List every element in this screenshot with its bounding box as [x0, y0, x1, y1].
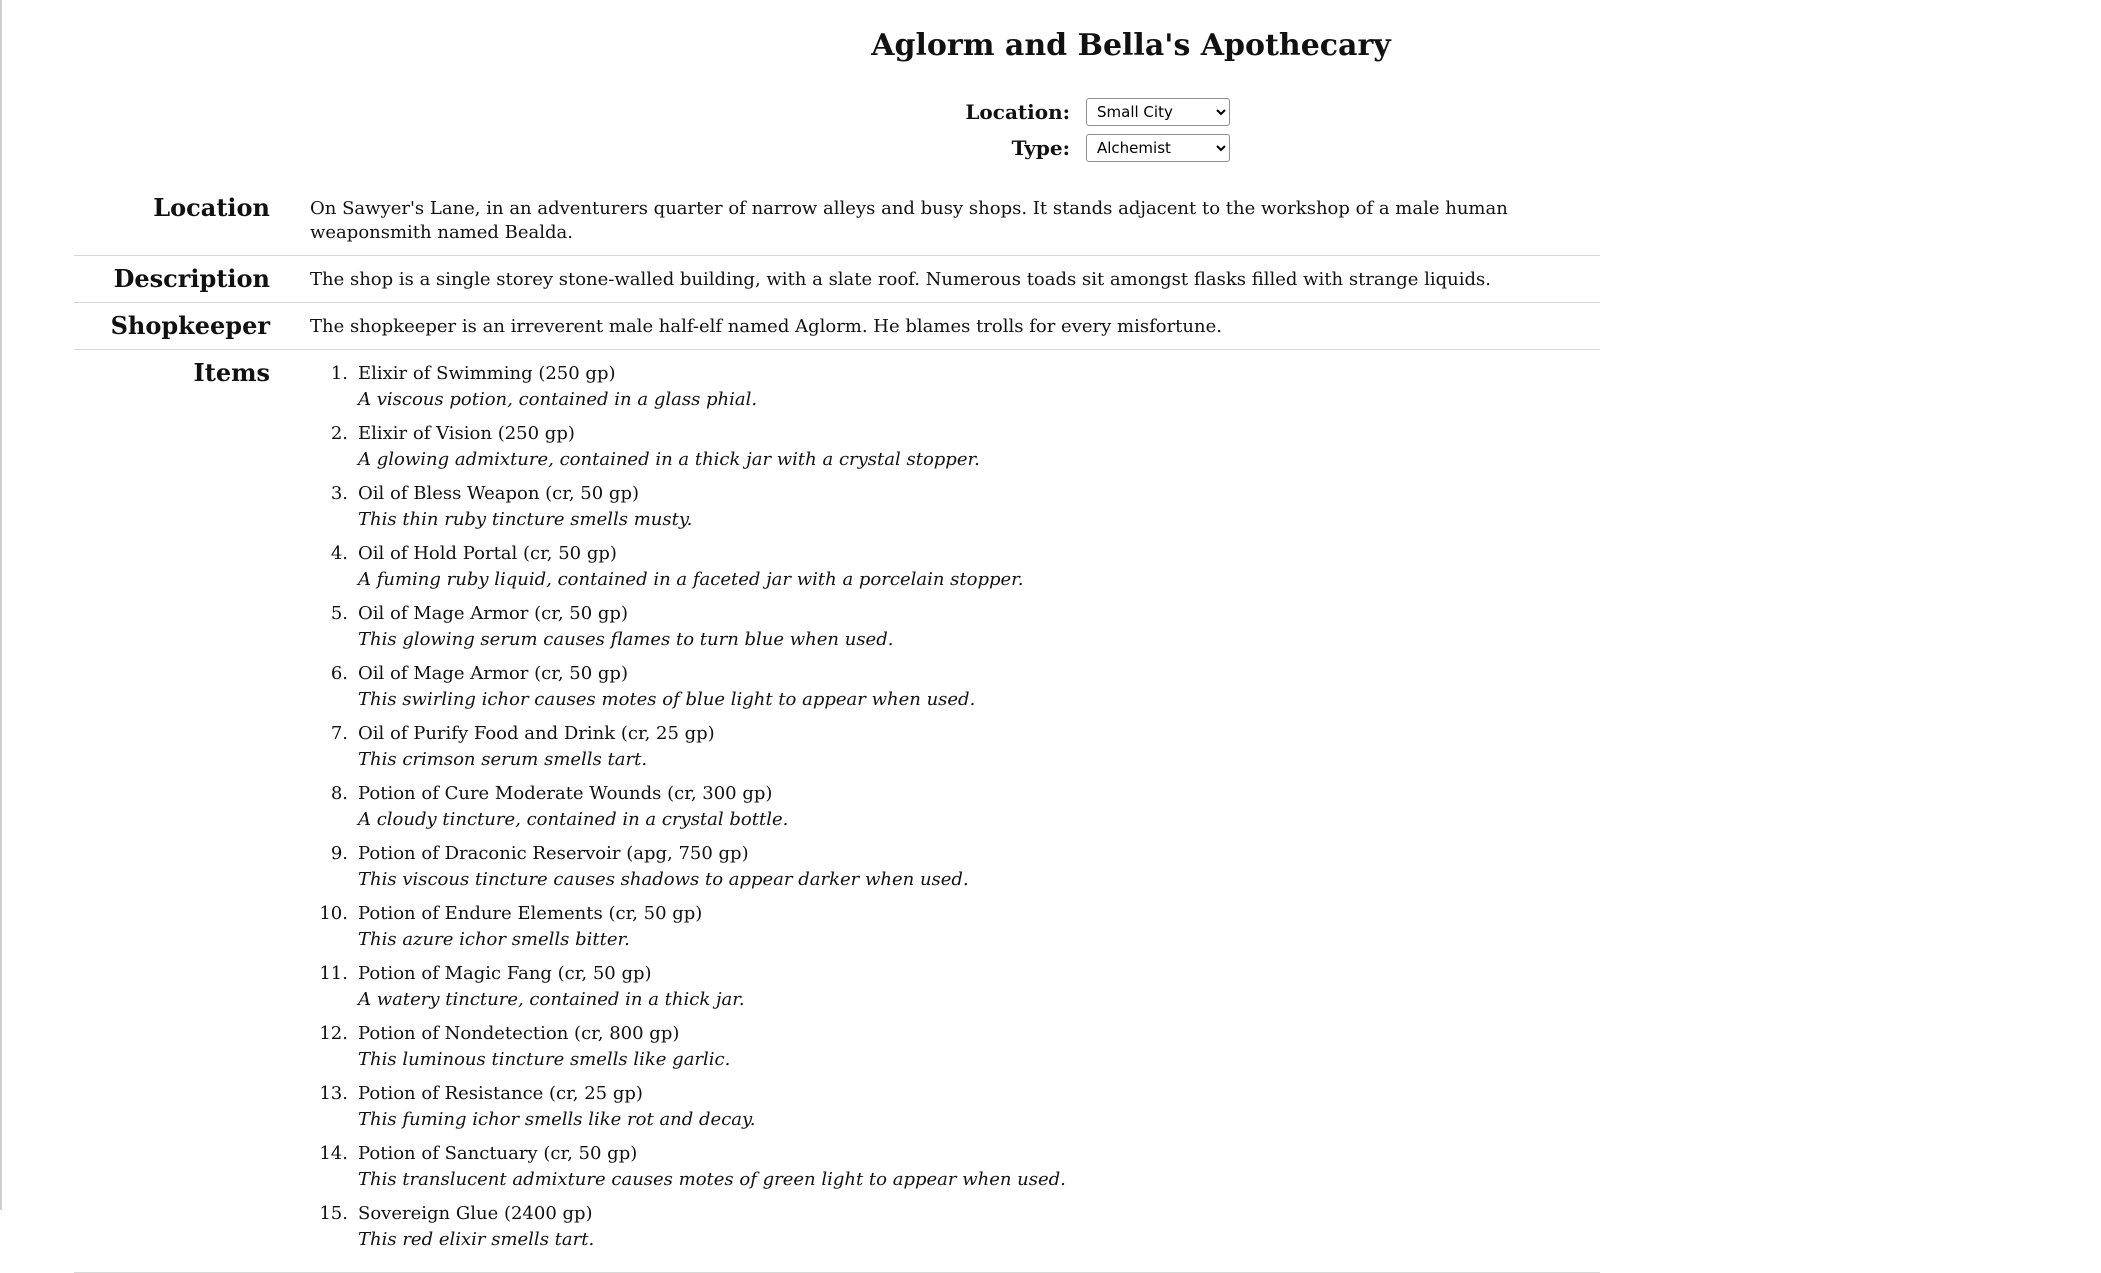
item-description: This fuming ichor smells like rot and decay.	[358, 1109, 756, 1130]
item-description: This red elixir smells tart.	[358, 1229, 595, 1250]
type-filter-label: Type:	[1011, 136, 1070, 160]
item-name: Potion of Sanctuary (cr, 50 gp)	[358, 1143, 638, 1164]
item-number: 5.	[330, 603, 348, 624]
item-number: 13.	[319, 1083, 348, 1104]
item-name: Potion of Resistance (cr, 25 gp)	[358, 1083, 643, 1104]
item-description: This luminous tincture smells like garlic.	[358, 1049, 731, 1070]
item-name: Potion of Cure Moderate Wounds (cr, 300 gp)	[358, 783, 773, 804]
list-item	[310, 542, 1600, 592]
item-number: 15.	[319, 1203, 348, 1224]
items-row-content	[270, 350, 1600, 1272]
description-row-label: Description	[113, 264, 270, 293]
item-description: This translucent admixture causes motes of green light to appear when used.	[358, 1169, 1066, 1190]
description-row-text: The shop is a single storey stone-walled building, with a slate roof. Numerous toads sit amongst flasks filled with strange liquids.	[310, 269, 1492, 290]
type-filter-row	[962, 130, 1362, 166]
item-name: Elixir of Swimming (250 gp)	[358, 363, 616, 384]
list-item	[310, 602, 1600, 652]
list-item	[310, 722, 1600, 772]
item-description: A fuming ruby liquid, contained in a faceted jar with a porcelain stopper.	[358, 569, 1024, 590]
shopkeeper-row-text: The shopkeeper is an irreverent male half-elf named Aglorm. He blames trolls for every misfortune.	[310, 316, 1222, 337]
item-number: 8.	[330, 783, 348, 804]
filter-panel	[962, 94, 1362, 166]
item-name: Potion of Draconic Reservoir (apg, 750 gp)	[358, 843, 749, 864]
list-item	[310, 842, 1600, 892]
item-name: Oil of Hold Portal (cr, 50 gp)	[358, 543, 617, 564]
location-row-text: On Sawyer's Lane, in an adventurers quarter of narrow alleys and busy shops. It stands adjacent to the workshop of a male human weaponsmith named Bealda.	[310, 198, 1508, 243]
location-row-label: Location	[153, 193, 270, 222]
list-item	[310, 1202, 1600, 1252]
list-item	[310, 782, 1600, 832]
list-item	[310, 362, 1600, 412]
type-select[interactable]	[1086, 134, 1230, 162]
list-item	[310, 1142, 1600, 1192]
items-row	[74, 350, 1600, 1273]
item-number: 11.	[319, 963, 348, 984]
item-name: Potion of Endure Elements (cr, 50 gp)	[358, 903, 703, 924]
item-name: Sovereign Glue (2400 gp)	[358, 1203, 593, 1224]
item-description: A glowing admixture, contained in a thick jar with a crystal stopper.	[358, 449, 980, 470]
location-select[interactable]	[1086, 98, 1230, 126]
item-description: A cloudy tincture, contained in a crystal bottle.	[358, 809, 789, 830]
item-number: 3.	[330, 483, 348, 504]
shop-info-table	[74, 185, 1600, 1273]
shopkeeper-row-label: Shopkeeper	[110, 311, 270, 340]
shopkeeper-row	[74, 303, 1600, 350]
location-filter-row	[962, 94, 1362, 130]
description-row	[74, 256, 1600, 303]
list-item	[310, 1022, 1600, 1072]
item-description: A viscous potion, contained in a glass phial.	[358, 389, 758, 410]
item-name: Oil of Mage Armor (cr, 50 gp)	[358, 663, 628, 684]
item-number: 9.	[330, 843, 348, 864]
item-description: This glowing serum causes flames to turn blue when used.	[358, 629, 894, 650]
item-number: 2.	[330, 423, 348, 444]
list-item	[310, 902, 1600, 952]
item-name: Oil of Bless Weapon (cr, 50 gp)	[358, 483, 640, 504]
item-name: Potion of Nondetection (cr, 800 gp)	[358, 1023, 680, 1044]
item-description: This crimson serum smells tart.	[358, 749, 648, 770]
list-item	[310, 962, 1600, 1012]
item-description: This azure ichor smells bitter.	[358, 929, 630, 950]
list-item	[310, 1082, 1600, 1132]
item-number: 7.	[330, 723, 348, 744]
item-description: This thin ruby tincture smells musty.	[358, 509, 693, 530]
items-list	[310, 362, 1600, 1252]
item-number: 4.	[330, 543, 348, 564]
item-name: Oil of Mage Armor (cr, 50 gp)	[358, 603, 628, 624]
item-number: 14.	[319, 1143, 348, 1164]
list-item	[310, 662, 1600, 712]
item-number: 10.	[319, 903, 348, 924]
item-description: This swirling ichor causes motes of blue light to appear when used.	[358, 689, 976, 710]
list-item	[310, 422, 1600, 472]
item-number: 12.	[319, 1023, 348, 1044]
item-description: This viscous tincture causes shadows to appear darker when used.	[358, 869, 969, 890]
location-row	[74, 185, 1600, 256]
item-name: Oil of Purify Food and Drink (cr, 25 gp)	[358, 723, 715, 744]
location-filter-label: Location:	[965, 100, 1070, 124]
page-title: Aglorm and Bella's Apothecary	[871, 28, 1391, 63]
item-name: Potion of Magic Fang (cr, 50 gp)	[358, 963, 652, 984]
items-row-label: Items	[193, 358, 270, 387]
item-description: A watery tincture, contained in a thick jar.	[358, 989, 745, 1010]
list-item	[310, 482, 1600, 532]
item-number: 6.	[330, 663, 348, 684]
item-name: Elixir of Vision (250 gp)	[358, 423, 575, 444]
item-number: 1.	[330, 363, 348, 384]
